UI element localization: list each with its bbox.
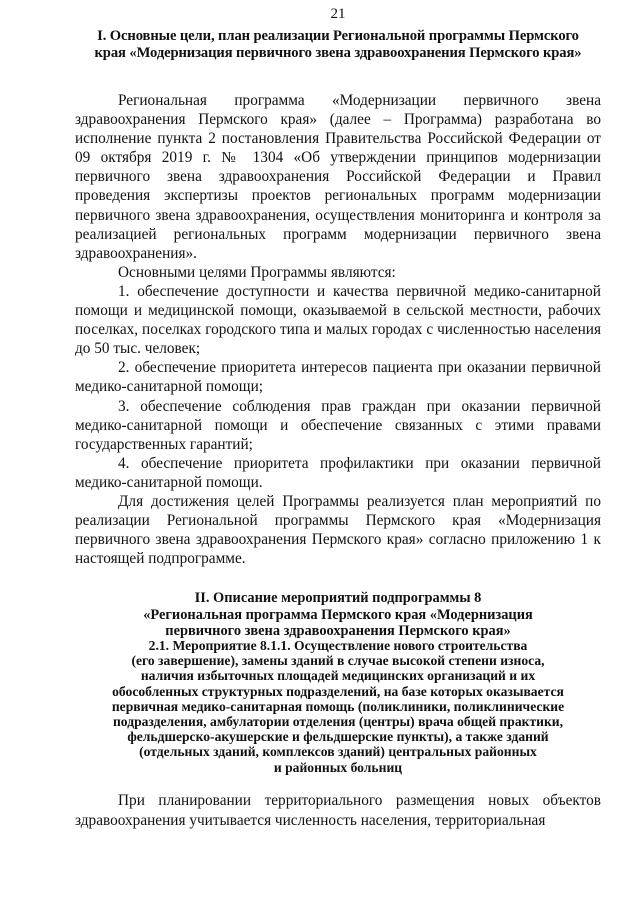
subsection-2-1-heading [75,638,601,775]
subsection-heading-line: 2.1. Мероприятие 8.1.1. Осуществление нового строительства [148,638,528,653]
section-1-heading-line: края «Модернизация первичного звена здравоохранения Пермского края» [94,45,582,61]
page-number: 21 [330,6,346,22]
section-1-heading [75,28,601,62]
planning-paragraph: При планировании территориального размещения новых объектов здравоохранения учитывается численность населения, территориальная [75,792,601,829]
section-2-heading-line: «Региональная программа Пермского края «Модернизация [143,606,533,623]
subsection-heading-line: и районных больниц [273,759,403,775]
subsection-heading-line: наличия избыточных площадей медицинских организаций и их [140,668,536,684]
section-1-heading-line: I. Основные цели, план реализации Региональной программы Пермского [97,28,579,44]
subsection-heading-line: первичная медико-санитарная помощь (поликлиники, поликлинические [111,698,565,714]
subsection-heading-line: подразделения, амбулатории отделения (центры) врача общей практики, [112,714,564,730]
goal-item: 2. обеспечение приоритета интересов пациента при оказании первичной медико-санитарной помощи; [75,359,601,396]
section-1-body [75,91,601,568]
goal-item: 1. обеспечение доступности и качества первичной медико-санитарной помощи и медицинской помощи, оказываемой в сельской местности, рабочих поселках, поселках городского типа и малых городах с численностью населения до 50 тыс. человек; [75,282,601,358]
intro-paragraph: Региональная программа «Модернизации первичного звена здравоохранения Пермского края» (далее – Программа) разработана во исполнение пункта 2 постановления Правительства Российской Федерации от 09 октября 2019 г. № 1304 «Об утверждении принципов модернизации первичного звена здравоохранения Российской Федерации и Правил проведения экспертизы проектов региональных программ модернизации первичного звена здравоохранения, осуществления мониторинга и контроля за реализацией региональных программ модернизации первичного звена здравоохранения». [75,92,601,262]
subsection-heading-line: обособленных структурных подразделений, на базе которых оказывается [112,683,564,699]
section-2-heading [75,590,601,640]
section-2-heading-line: первичного звена здравоохранения Пермского края» [165,623,511,639]
goal-item: 4. обеспечение приоритета профилактики при оказании первичной медико-санитарной помощи. [75,454,601,491]
goals-intro-paragraph: Основными целями Программы являются: [118,263,396,281]
section-2-body [75,791,601,831]
subsection-heading-line: фельдшерско-акушерские и фельдшерские пункты), а также зданий [127,729,549,745]
plan-paragraph: Для достижения целей Программы реализуется план мероприятий по реализации Региональной программы Пермского края «Модернизация первичного звена здравоохранения Пермского края» согласно приложению 1 к настоящей подпрограмме. [75,492,601,568]
subsection-heading-line: (его завершение), замены зданий в случае высокой степени износа, [131,653,545,669]
goal-item: 3. обеспечение соблюдения прав граждан при оказании первичной медико-санитарной помощи и обеспечение связанных с этими правами государственных гарантий; [75,397,601,453]
section-2-heading-line: II. Описание мероприятий подпрограммы 8 [194,590,482,606]
subsection-heading-line: (отдельных зданий, комплексов зданий) центральных районных [139,744,537,760]
